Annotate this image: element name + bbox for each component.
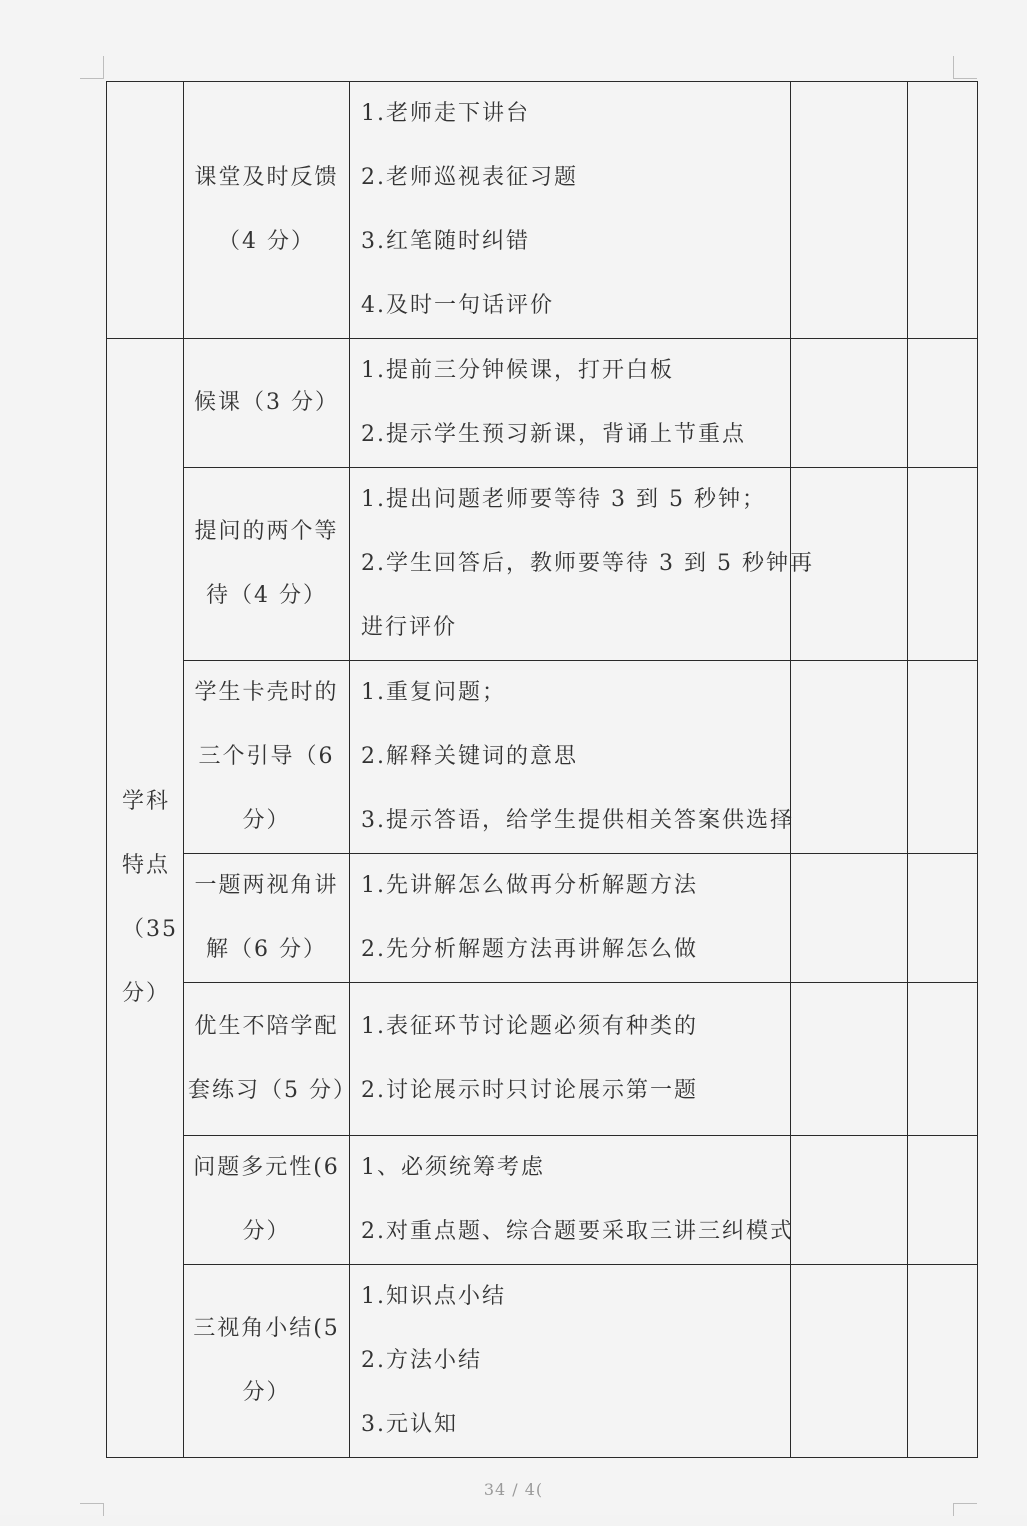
description-line: 1.提前三分钟候课，打开白板: [361, 358, 674, 383]
item-text: （4 分）: [218, 229, 315, 254]
description-line: 2.先分析解题方法再讲解怎么做: [361, 937, 698, 962]
item-text: 优生不陪学配: [194, 1014, 339, 1039]
table-row: [107, 339, 978, 468]
description-line: 进行评价: [361, 615, 458, 640]
item-text: 问题多元性(6: [193, 1155, 340, 1180]
description-line: 3.提示答语，给学生提供相关答案供选择: [361, 808, 794, 833]
crop-mark-top-left: [80, 56, 104, 79]
description-line: 2.讨论展示时只讨论展示第一题: [361, 1078, 698, 1103]
remark-cell: [908, 661, 978, 854]
table-row: [107, 468, 978, 661]
remark-cell: [908, 854, 978, 983]
description-cell: [350, 854, 791, 983]
description-line: 1.重复问题；: [361, 680, 506, 705]
description-cell: [350, 983, 791, 1136]
table-row: [107, 983, 978, 1136]
item-text: 课堂及时反馈: [194, 165, 339, 190]
description-cell: [350, 1265, 791, 1458]
category-text: 分）: [122, 981, 171, 1006]
item-cell: [184, 983, 357, 1136]
table-row: [107, 661, 978, 854]
remark-cell: [908, 983, 978, 1136]
remark-cell: [908, 339, 978, 468]
category-text: 特点: [122, 853, 171, 878]
item-text: 套练习（5 分）: [188, 1078, 357, 1103]
score-cell: [791, 1136, 908, 1265]
item-cell: [184, 1265, 350, 1458]
description-line: 2.对重点题、综合题要采取三讲三纠模式: [361, 1219, 794, 1244]
description-line: 1.知识点小结: [361, 1284, 506, 1309]
table-row: [107, 1136, 978, 1265]
category-text: （35: [122, 917, 178, 942]
description-cell: [350, 1136, 794, 1265]
score-cell: [791, 82, 908, 339]
description-line: 1.提出问题老师要等待 3 到 5 秒钟；: [361, 487, 766, 512]
description-cell: [350, 339, 791, 468]
item-text: 分）: [242, 1380, 291, 1405]
item-text: 候课（3 分）: [194, 390, 339, 415]
crop-mark-top-right: [953, 56, 977, 79]
item-text: 解（6 分）: [206, 937, 327, 962]
score-cell: [791, 983, 908, 1136]
score-cell: [791, 661, 908, 854]
score-cell: [791, 1265, 908, 1458]
description-line: 2.学生回答后，教师要等待 3 到 5 秒钟再: [361, 551, 814, 576]
description-line: 2.解释关键词的意思: [361, 744, 578, 769]
description-line: 1.老师走下讲台: [361, 101, 530, 126]
remark-cell: [908, 1265, 978, 1458]
item-text: 一题两视角讲: [194, 873, 339, 898]
item-cell: [184, 82, 350, 339]
table-row: [107, 82, 978, 339]
item-text: 分）: [242, 808, 291, 833]
item-cell: [184, 468, 350, 661]
remark-cell: [908, 1136, 978, 1265]
description-line: 1、必须统筹考虑: [361, 1155, 545, 1180]
score-cell: [791, 339, 908, 468]
remark-cell: [908, 82, 978, 339]
description-line: 2.方法小结: [361, 1348, 482, 1373]
description-line: 2.老师巡视表征习题: [361, 165, 578, 190]
item-cell: [184, 1136, 350, 1265]
description-cell: [350, 82, 791, 339]
category-cell: [107, 339, 184, 1458]
table-row: [107, 854, 978, 983]
description-line: 2.提示学生预习新课，背诵上节重点: [361, 422, 746, 447]
description-cell: [350, 661, 794, 854]
item-text: 三视角小结(5: [193, 1316, 340, 1341]
item-cell: [184, 854, 350, 983]
description-line: 4.及时一句话评价: [361, 293, 554, 318]
table-row: [107, 1265, 978, 1458]
item-text: 提问的两个等: [194, 519, 339, 544]
category-text: 学科: [122, 789, 171, 814]
description-line: 3.元认知: [361, 1412, 458, 1437]
item-text: 学生卡壳时的: [194, 680, 339, 705]
item-cell: [184, 661, 350, 854]
description-line: 1.表征环节讨论题必须有种类的: [361, 1014, 698, 1039]
description-cell: [350, 468, 814, 661]
category-cell: [107, 82, 184, 339]
page-number: 34 / 4(: [483, 1480, 544, 1499]
description-line: 1.先讲解怎么做再分析解题方法: [361, 873, 698, 898]
item-cell: [184, 339, 350, 468]
description-line: 3.红笔随时纠错: [361, 229, 530, 254]
item-text: 分）: [242, 1219, 291, 1244]
remark-cell: [908, 468, 978, 661]
item-text: 待（4 分）: [206, 583, 327, 608]
evaluation-table: [106, 81, 978, 1458]
item-text: 三个引导（6: [198, 744, 335, 769]
score-cell: [791, 854, 908, 983]
